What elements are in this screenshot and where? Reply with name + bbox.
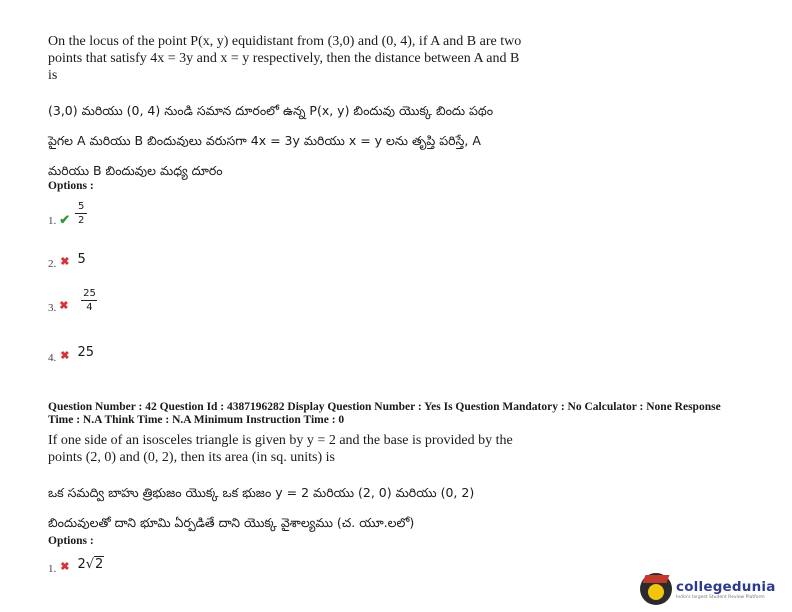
collegedunia-logo[interactable] [640, 573, 776, 605]
q41-en-line: points that satisfy 4x = 3y and x = y respectively, then the distance between A and B [48, 51, 520, 66]
option-value: 5 [77, 251, 86, 267]
logo-graduate-icon [640, 573, 672, 605]
q42-english-text [48, 432, 608, 466]
q42-meta-line: Time : N.A Think Time : N.A Minimum Instruction Time : 0 [48, 414, 345, 426]
fraction-bar [75, 213, 87, 214]
q41-option-3[interactable] [48, 286, 97, 314]
option-number: 1. [48, 563, 57, 575]
fraction-bar [81, 300, 97, 301]
q42-en-line: points (2, 0) and (0, 2), then its area (in sq. units) is [48, 450, 335, 465]
q41-option-1[interactable] [48, 198, 87, 228]
q42-te-line: ఒక సమద్వి బాహు త్రిభుజం యొక్క ఒక భుజం y = 2 మరియు (2, 0) మరియు (0, 2) [48, 485, 475, 500]
q41-en-line: On the locus of the point P(x, y) equidistant from (3,0) and (0, 4), if A and B are two [48, 34, 522, 49]
fraction-numerator: 5 [77, 200, 85, 212]
option-radical-expression [77, 556, 104, 572]
q41-te-line: (3,0) మరియు (0, 4) నుండి సమాన దూరంలో ఉన్న P(x, y) బిందువు యొక్క బిందు పథం [48, 103, 494, 118]
option-number: 2. [48, 258, 57, 270]
face-shape [648, 584, 664, 600]
q41-option-4[interactable] [48, 340, 94, 364]
q41-telugu-text [48, 96, 608, 186]
q42-metadata [48, 401, 768, 427]
logo-name: collegedunia [676, 578, 776, 595]
sqrt-symbol: √ [85, 557, 95, 572]
q42-telugu-text [48, 478, 608, 538]
q41-english-text [48, 33, 588, 84]
q41-option-2[interactable] [48, 248, 86, 270]
option-fraction [81, 288, 97, 313]
q41-te-line: మరియు B బిందువుల మధ్య దూరం [48, 163, 223, 178]
wrong-cross-icon: ✖ [60, 560, 70, 573]
correct-check-icon: ✔ [59, 212, 71, 227]
logo-tagline: India's largest Student Review Platform [676, 594, 765, 600]
option-number: 1. [48, 215, 57, 227]
q42-options-label: Options : [48, 535, 94, 547]
q42-meta-line: Question Number : 42 Question Id : 4387196282 Display Question Number : Yes Is Question Mandatory : No Calculator : None Response [48, 401, 721, 413]
option-value: 25 [77, 344, 95, 360]
option-number: 3. [48, 302, 57, 314]
q41-en-line: is [48, 68, 58, 83]
radical-coefficient: 2 [77, 557, 86, 572]
q41-options-label: Options : [48, 180, 94, 192]
q42-te-line: బిందువులతో దాని భూమి ఏర్పడితే దాని యొక్క వైశాల్యము (చ. యూ.లలో) [48, 515, 415, 530]
wrong-cross-icon: ✖ [60, 255, 70, 268]
fraction-denominator: 4 [86, 301, 93, 313]
fraction-denominator: 2 [77, 214, 85, 226]
q42-option-1[interactable] [48, 553, 104, 575]
q41-te-line: పైగల A మరియు B బిందువులు వరుసగా 4x = 3y మరియు x = y లను తృప్తి పరిస్తే, A [48, 133, 481, 148]
wrong-cross-icon: ✖ [59, 299, 69, 312]
q42-en-line: If one side of an isosceles triangle is given by y = 2 and the base is provided by the [48, 433, 513, 448]
option-number: 4. [48, 352, 57, 364]
radicand: 2 [95, 557, 104, 572]
wrong-cross-icon: ✖ [60, 349, 70, 362]
graduation-cap-shape [643, 575, 670, 583]
option-fraction [75, 201, 87, 226]
logo-text [676, 579, 776, 600]
fraction-numerator: 25 [83, 287, 96, 299]
